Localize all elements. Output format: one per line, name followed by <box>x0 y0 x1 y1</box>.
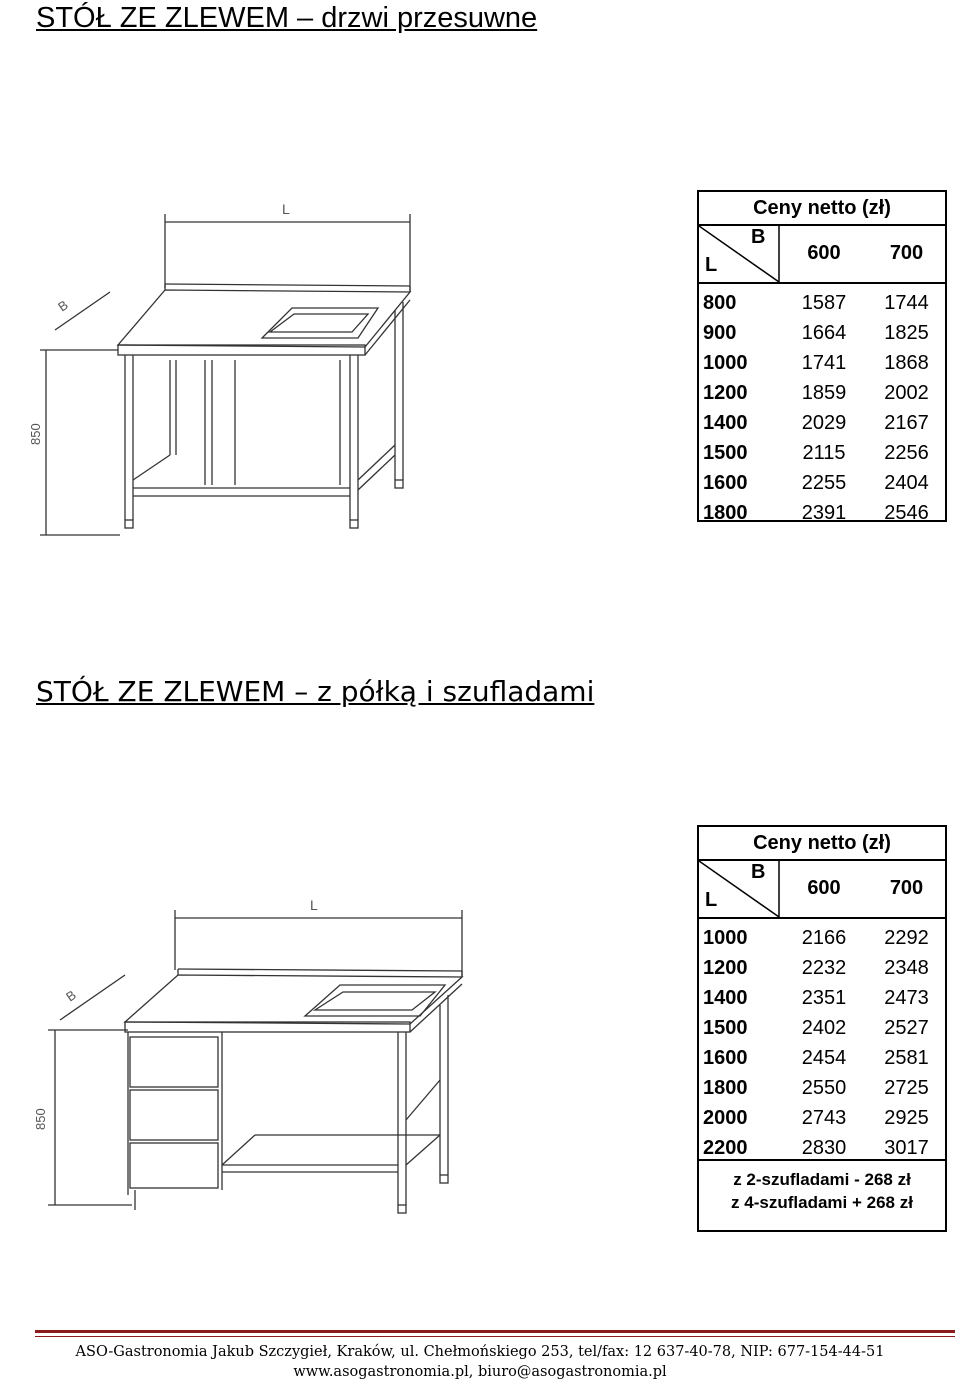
dimension-height-label: 850 <box>28 423 43 445</box>
price-700: 1868 <box>884 352 929 374</box>
price-600: 2255 <box>801 472 847 494</box>
row-length: 1500 <box>703 442 748 464</box>
dimension-b-label: B <box>55 297 71 315</box>
row-length: 2200 <box>703 1137 748 1159</box>
row-length: 900 <box>703 322 737 344</box>
price-row <box>699 408 945 438</box>
row-length: 1600 <box>703 472 748 494</box>
price-700: 2256 <box>884 442 929 464</box>
price-700: 2002 <box>884 382 929 404</box>
price-row <box>699 438 945 468</box>
price-row <box>699 1073 945 1103</box>
price-700: 2527 <box>884 1017 929 1039</box>
price-700: 2348 <box>884 957 929 979</box>
price-row <box>699 953 945 983</box>
price-row <box>699 288 945 318</box>
footer-divider-thin <box>35 1336 955 1337</box>
header-b: B <box>751 861 766 883</box>
price-row <box>699 1013 945 1043</box>
note-2-drawers: z 2-szufladami - 268 zł <box>733 1170 911 1189</box>
row-length: 1000 <box>703 352 748 374</box>
row-length: 1400 <box>703 412 748 434</box>
price-row <box>699 318 945 348</box>
price-700: 2581 <box>884 1047 929 1069</box>
column-header-600: 600 <box>807 877 841 899</box>
header-l: L <box>705 254 718 276</box>
price-table-caption: Ceny netto (zł) <box>699 827 945 861</box>
price-600: 1741 <box>801 352 847 374</box>
column-header-700: 700 <box>889 877 924 899</box>
column-header-700: 700 <box>889 242 924 264</box>
drawer-notes <box>699 1161 945 1214</box>
row-length: 1600 <box>703 1047 748 1069</box>
row-length: 1200 <box>703 957 748 979</box>
row-length: 2000 <box>703 1107 748 1129</box>
price-600: 2454 <box>801 1047 847 1069</box>
price-600: 2351 <box>801 987 847 1009</box>
row-length: 1500 <box>703 1017 748 1039</box>
row-length: 800 <box>703 292 737 314</box>
price-700: 2167 <box>884 412 929 434</box>
price-700: 2473 <box>884 987 929 1009</box>
price-700: 1744 <box>884 292 929 314</box>
price-row <box>699 348 945 378</box>
price-rows <box>699 919 945 1161</box>
price-600: 1859 <box>801 382 847 404</box>
price-table-header <box>699 861 945 919</box>
price-table-header <box>699 226 945 284</box>
price-700: 2404 <box>884 472 929 494</box>
price-600: 2550 <box>801 1077 847 1099</box>
price-table-caption: Ceny netto (zł) <box>699 192 945 226</box>
note-4-drawers: z 4-szufladami + 268 zł <box>731 1193 913 1212</box>
price-700: 2292 <box>884 927 929 949</box>
price-table-shelf-drawers <box>697 825 947 1232</box>
price-row <box>699 923 945 953</box>
price-row <box>699 1103 945 1133</box>
price-row <box>699 1133 945 1163</box>
price-table-sliding-doors <box>697 190 947 522</box>
row-length: 1200 <box>703 382 748 404</box>
price-row <box>699 378 945 408</box>
footer-contact: www.asogastronomia.pl, biuro@asogastronomia.pl <box>293 1364 667 1380</box>
price-600: 2830 <box>801 1137 847 1159</box>
row-length: 1400 <box>703 987 748 1009</box>
price-600: 2402 <box>801 1017 847 1039</box>
price-600: 2115 <box>802 442 846 464</box>
price-row <box>699 1043 945 1073</box>
price-row <box>699 498 945 528</box>
price-700: 2546 <box>884 502 929 524</box>
price-600: 2166 <box>801 927 847 949</box>
price-row <box>699 468 945 498</box>
dimension-height-label: 850 <box>33 1108 48 1130</box>
price-700: 2725 <box>884 1077 929 1099</box>
sink-table-sliding-doors-drawing <box>0 180 430 550</box>
section-title-sliding-doors: STÓŁ ZE ZLEWEM – drzwi przesuwne <box>36 2 538 34</box>
dimension-b-label: B <box>63 987 79 1005</box>
price-700: 3017 <box>884 1137 929 1159</box>
row-length: 1000 <box>703 927 748 949</box>
dimension-l-label: L <box>282 201 290 217</box>
footer-divider-thick <box>35 1330 955 1333</box>
row-length: 1800 <box>703 1077 748 1099</box>
header-l: L <box>705 889 718 911</box>
column-header-600: 600 <box>807 242 841 264</box>
row-length: 1800 <box>703 502 748 524</box>
price-rows <box>699 284 945 528</box>
sink-table-drawers-drawing <box>0 880 480 1230</box>
price-600: 2232 <box>801 957 847 979</box>
footer-company-info: ASO-Gastronomia Jakub Szczygieł, Kraków, ul. Chełmońskiego 253, tel/fax: 12 637-40-78, NIP: 677-154-44-51 <box>75 1344 885 1360</box>
price-row <box>699 983 945 1013</box>
price-700: 2925 <box>884 1107 929 1129</box>
header-b: B <box>751 226 766 248</box>
price-600: 2391 <box>801 502 847 524</box>
price-600: 1664 <box>801 322 847 344</box>
section-title-shelf-drawers: STÓŁ ZE ZLEWEM – z półką i szufladami <box>36 675 595 708</box>
price-600: 2743 <box>801 1107 847 1129</box>
dimension-l-label: L <box>310 897 318 913</box>
price-700: 1825 <box>884 322 929 344</box>
price-600: 2029 <box>801 412 847 434</box>
price-600: 1587 <box>801 292 847 314</box>
